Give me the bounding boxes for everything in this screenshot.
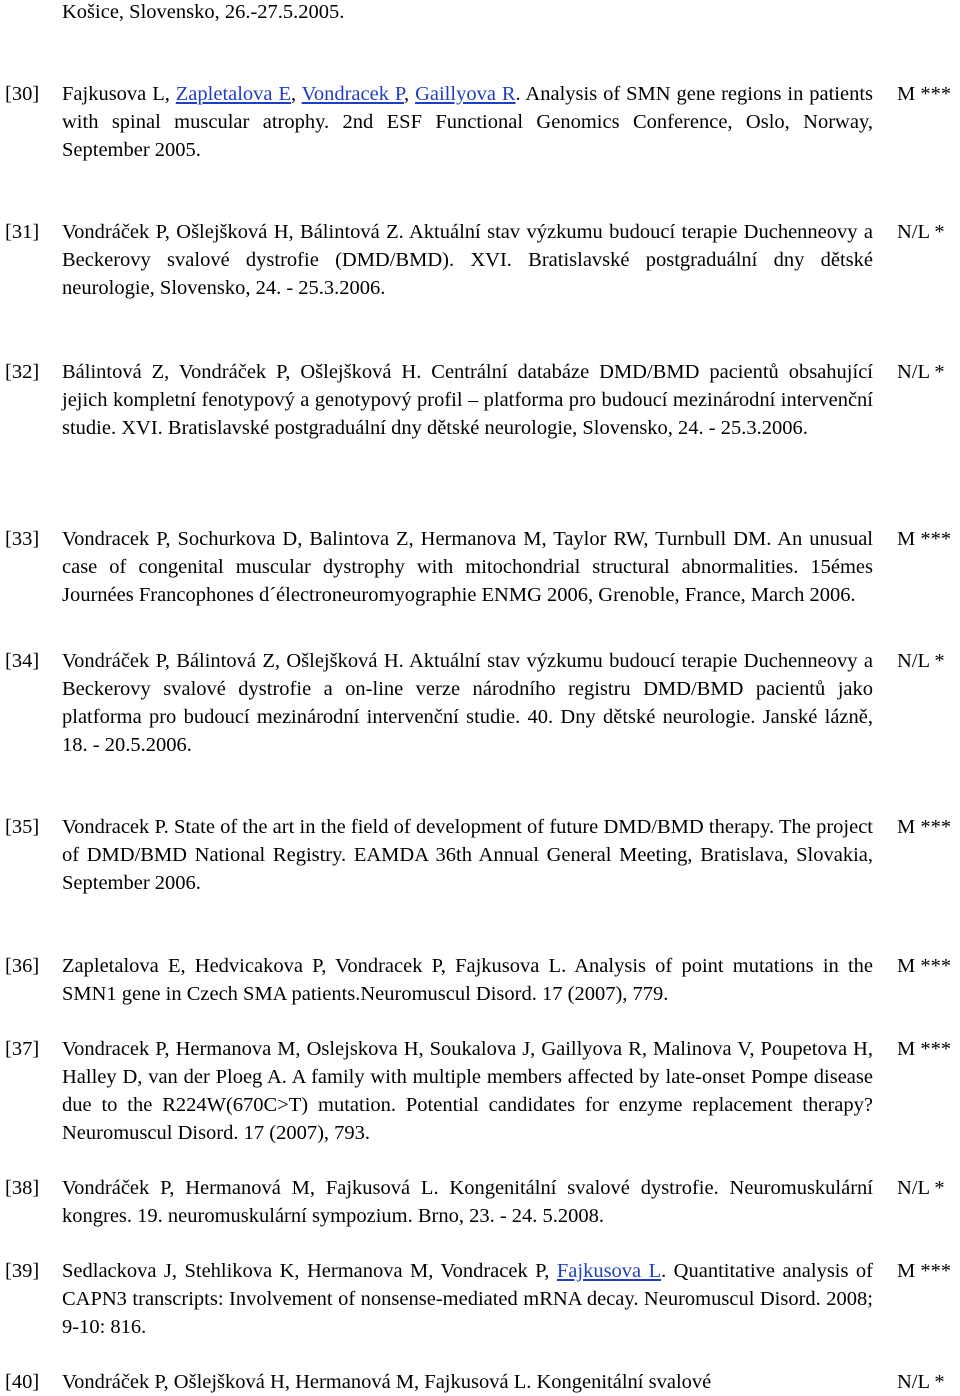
classification-code: N/L * xyxy=(897,1177,945,1199)
classification-code: M *** xyxy=(897,1260,952,1282)
reference-text-part: . Analysis of SMN gene regions in patients with spinal muscular atrophy. 2nd ESF Functional Genomics Conference, Oslo, Norway, September 2005. xyxy=(62,83,874,161)
reference-text-part: Sedlackova J, Stehlikova K, Hermanova M, Vondracek P, xyxy=(62,1260,557,1282)
reference-number: [36] xyxy=(5,955,40,977)
reference-number: [32] xyxy=(5,361,40,383)
reference-number: [34] xyxy=(5,650,40,672)
reference-text-part: Zapletalova E, Hedvicakova P, Vondracek P, Fajkusova L. Analysis of point mutations in the SMN1 gene in Czech SMA patients.Neuromuscul Disord. 17 (2007), 779. xyxy=(62,955,873,1005)
reference-text xyxy=(62,647,873,759)
reference-text xyxy=(62,358,873,442)
classification-code: M *** xyxy=(897,816,952,838)
classification-code: M *** xyxy=(897,1038,952,1060)
reference-number: [37] xyxy=(5,1038,40,1060)
reference-number: [30] xyxy=(5,83,40,105)
classification-code: N/L * xyxy=(897,221,945,243)
reference-text-part: , xyxy=(290,83,302,105)
classification-code: N/L * xyxy=(897,1371,945,1393)
reference-text xyxy=(62,952,873,1008)
reference-text-part: , xyxy=(404,83,416,105)
reference-number: [33] xyxy=(5,528,40,550)
classification-code: N/L * xyxy=(897,361,945,383)
reference-text xyxy=(62,218,873,302)
reference-text-part: Vondráček P, Bálintová Z, Ošlejšková H. Aktuální stav výzkumu budoucí terapie Duchenneovy a Beckerovy svalové dystrofie a on-line verze národního registru DMD/BMD pacientů jako platforma pro budoucí mezinárodní intervenční studie. 40. Dny dětské neurologie. Janské lázně, 18. - 20.5.2006. xyxy=(62,650,873,756)
reference-text-part: Vondráček P, Hermanová M, Fajkusová L. Kongenitální svalové dystrofie. Neuromuskulární kongres. 19. neuromuskulární sympozium. Brno, 23. - 24. 5.2008. xyxy=(62,1177,873,1227)
reference-text-part: Fajkusova L, xyxy=(62,83,176,105)
reference-text-part: Vondracek P. State of the art in the field of development of future DMD/BMD therapy. The project of DMD/BMD National Registry. EAMDA 36th Annual General Meeting, Bratislava, Slovakia, September 2006. xyxy=(62,816,873,894)
classification-code: N/L * xyxy=(897,650,945,672)
reference-text-part: Vondráček P, Ošlejšková H, Hermanová M, Fajkusová L. Kongenitální svalové xyxy=(62,1371,712,1393)
reference-text xyxy=(62,1035,873,1147)
reference-number: [31] xyxy=(5,221,40,243)
classification-code: M *** xyxy=(897,528,952,550)
reference-text-part: Vondracek P, Hermanova M, Oslejskova H, Soukalova J, Gaillyova R, Malinova V, Poupetova H, Halley D, van der Ploeg A. A family with multiple members affected by late-onset Pompe disease due to the R224W(670C>T) mutation. Potential candidates for enzyme replacement therapy? Neuromuscul Disord. 17 (2007), 793. xyxy=(62,1038,873,1144)
reference-text-part: Vondracek P, Sochurkova D, Balintova Z, Hermanova M, Taylor RW, Turnbull DM. An unusual case of congenital muscular dystrophy with mitochondrial structural abnormalities. 15émes Journées Francophones d´électroneuromyographie ENMG 2006, Grenoble, France, March 2006. xyxy=(62,528,873,606)
reference-text xyxy=(62,1174,873,1230)
reference-text xyxy=(62,1368,873,1396)
classification-code: M *** xyxy=(897,955,952,977)
reference-text xyxy=(62,80,873,164)
author-link[interactable]: Zapletalova E xyxy=(175,83,291,105)
reference-text xyxy=(62,1257,873,1341)
author-link[interactable]: Vondracek P xyxy=(301,83,405,105)
author-link[interactable]: Gaillyova R xyxy=(415,83,516,105)
classification-code: M *** xyxy=(897,83,952,105)
reference-text xyxy=(62,813,873,897)
reference-text-part: Bálintová Z, Vondráček P, Ošlejšková H. Centrální databáze DMD/BMD pacientů obsahující jejich kompletní fenotypový a genotypový profil – platforma pro budoucí mezinárodní intervenční studie. XVI. Bratislavské postgraduální dny dětské neurologie, Slovensko, 24. - 25.3.2006. xyxy=(62,361,873,439)
reference-number: [39] xyxy=(5,1260,40,1282)
reference-number: [40] xyxy=(5,1371,40,1393)
reference-number: [35] xyxy=(5,816,40,838)
top-line: Košice, Slovensko, 26.-27.5.2005. xyxy=(62,1,345,23)
reference-number: [38] xyxy=(5,1177,40,1199)
author-link[interactable]: Fajkusova L xyxy=(556,1260,662,1282)
reference-text xyxy=(62,525,873,609)
reference-text-part: . Quantitative analysis of CAPN3 transcripts: Involvement of nonsense-mediated mRNA decay. Neuromuscul Disord. 2008; 9-10: 816. xyxy=(62,1260,874,1338)
reference-text-part: Vondráček P, Ošlejšková H, Bálintová Z. Aktuální stav výzkumu budoucí terapie Duchenneovy a Beckerovy svalové dystrofie (DMD/BMD). XVI. Bratislavské postgraduální dny dětské neurologie, Slovensko, 24. - 25.3.2006. xyxy=(62,221,873,299)
